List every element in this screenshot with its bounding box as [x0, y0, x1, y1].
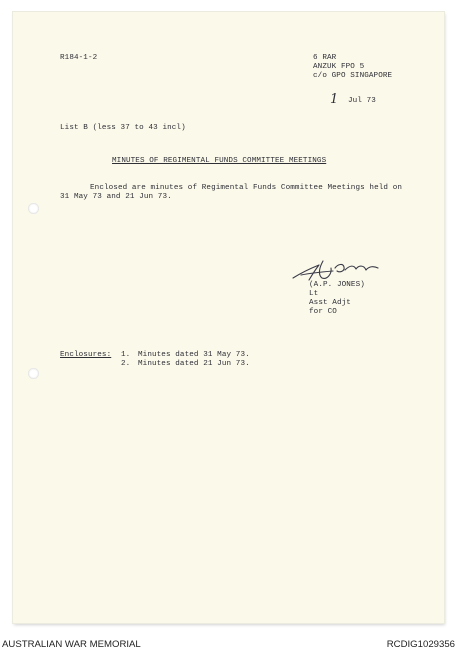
enclosure-number-1: 1.: [121, 351, 131, 359]
signatory-for: for CO: [309, 308, 337, 316]
body-text-line-2: 31 May 73 and 21 Jun 73.: [60, 193, 172, 201]
footer-institution: AUSTRALIAN WAR MEMORIAL: [2, 639, 141, 650]
footer-record-id: RCDIG1029356: [386, 639, 455, 650]
date-month-year: Jul 73: [348, 97, 376, 105]
punch-hole-top: [28, 203, 39, 214]
unit-address-line-1: 6 RAR: [313, 54, 337, 62]
signatory-appointment: Asst Adjt: [309, 299, 351, 307]
subject-heading: MINUTES OF REGIMENTAL FUNDS COMMITTEE MEETINGS: [112, 157, 327, 165]
file-reference: R184-1-2: [60, 54, 98, 62]
document-page: [13, 12, 444, 623]
enclosure-number-2: 2.: [121, 360, 131, 368]
punch-hole-bottom: [28, 368, 39, 379]
enclosure-item-1: Minutes dated 31 May 73.: [138, 351, 250, 359]
enclosure-item-2: Minutes dated 21 Jun 73.: [138, 360, 250, 368]
body-text-line-1: Enclosed are minutes of Regimental Funds Committee Meetings held on: [90, 184, 403, 192]
unit-address-line-2: ANZUK FPO 5: [313, 63, 365, 71]
signatory-rank: Lt: [309, 290, 319, 298]
signatory-name: (A.P. JONES): [309, 281, 365, 289]
distribution-list: List B (less 37 to 43 incl): [60, 124, 186, 132]
date-day-handwritten: 1: [330, 92, 339, 107]
enclosures-label: Enclosures:: [60, 351, 112, 359]
unit-address-line-3: c/o GPO SINGAPORE: [313, 72, 393, 80]
